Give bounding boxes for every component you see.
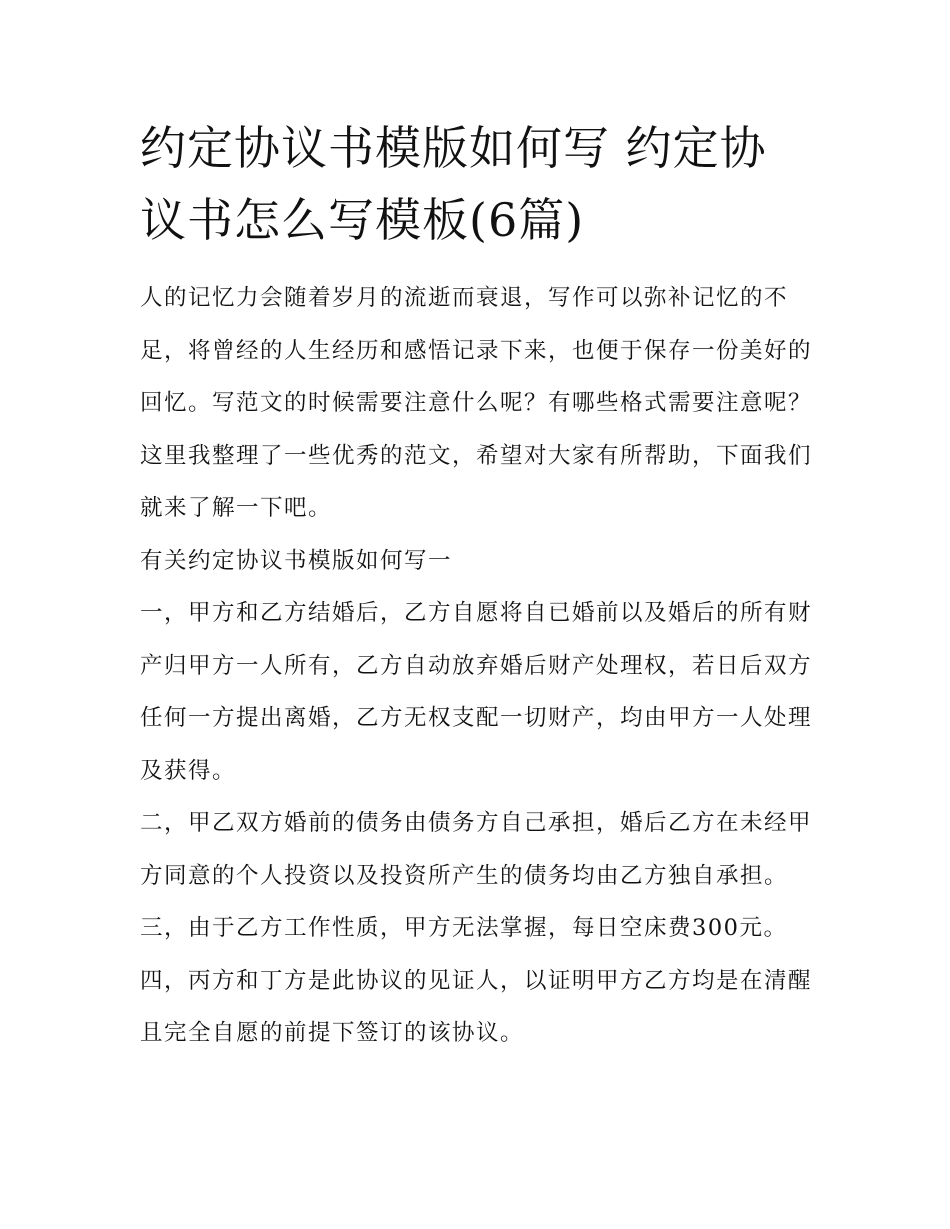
intro-paragraph: 人的记忆力会随着岁月的流逝而衰退，写作可以弥补记忆的不足，将曾经的人生经历和感悟记录下来，也便于保存一份美好的回忆。写范文的时候需要注意什么呢？有哪些格式需要注意呢？这里我整理了一些优秀的范文，希望对大家有所帮助，下面我们就来了解一下吧。 (140, 285, 813, 521)
clause-4: 四，丙方和丁方是此协议的见证人，以证明甲方乙方均是在清醒且完全自愿的前提下签订的该协议。 (140, 967, 813, 1046)
clause-1: 一，甲方和乙方结婚后，乙方自愿将自已婚前以及婚后的所有财产归甲方一人所有，乙方自动放弃婚后财产处理权，若日后双方任何一方提出离婚，乙方无权支配一切财产，均由甲方一人处理及获得。 (140, 600, 813, 784)
document-page (140, 112, 812, 1060)
section-heading: 有关约定协议书模版如何写一 (140, 547, 453, 574)
clause-2: 二，甲乙双方婚前的债务由债务方自己承担，婚后乙方在未经甲方同意的个人投资以及投资所产生的债务均由乙方独自承担。 (140, 810, 813, 889)
clause-3: 三，由于乙方工作性质，甲方无法掌握，每日空床费300元。 (140, 915, 788, 941)
document-title: 约定协议书模版如何写 约定协议书怎么写模板(6篇) (140, 121, 767, 247)
